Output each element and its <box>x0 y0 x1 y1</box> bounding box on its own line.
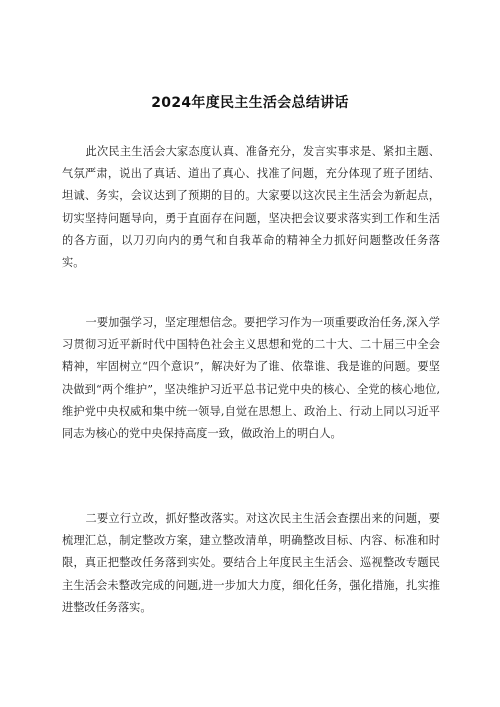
paragraph-opening: 此次民主生活会大家态度认真、准备充分，发言实事求是、紧扣主题、气氛严肃，说出了真话、道出了真心、找准了问题，充分体现了班子团结、坦诚、务实，会议达到了预期的目的。大家要以这次民主生活会为新起点，切实坚持问题导向，勇于直面存在问题，坚决把会议要求落实到工作和生活的各方面，以刀刃向内的勇气和自我革命的精神全力抓好问题整改任务落实。 <box>62 145 440 270</box>
paragraph-strengthen-study: 一要加强学习，坚定理想信念。要把学习作为一项重要政治任务,深入学习贯彻习近平新时代中国特色社会主义思想和党的二十大、二十届三中全会精神，牢固树立“四个意识”，解决好为了谁、依靠谁、我是谁的问题。要坚决做到“两个维护”，坚决维护习近平总书记党中央的核心、全党的核心地位,维护党中央权威和集中统一领导,自觉在思想上、政治上、行动上同以习近平同志为核心的党中央保持高度一致，做政治上的明白人。 <box>62 316 440 441</box>
document-title: 2024年度民主生活会总结讲话 <box>151 95 349 111</box>
paragraph-rectification: 二要立行立改，抓好整改落实。对这次民主生活会查摆出来的问题，要梳理汇总，制定整改方案，建立整改清单，明确整改目标、内容、标准和时限，真正把整改任务落到实处。要结合上年度民主生活会、巡视整改专题民主生活会未整改完成的问题,进一步加大力度，细化任务，强化措施，扎实推进整改任务落实。 <box>62 512 440 614</box>
